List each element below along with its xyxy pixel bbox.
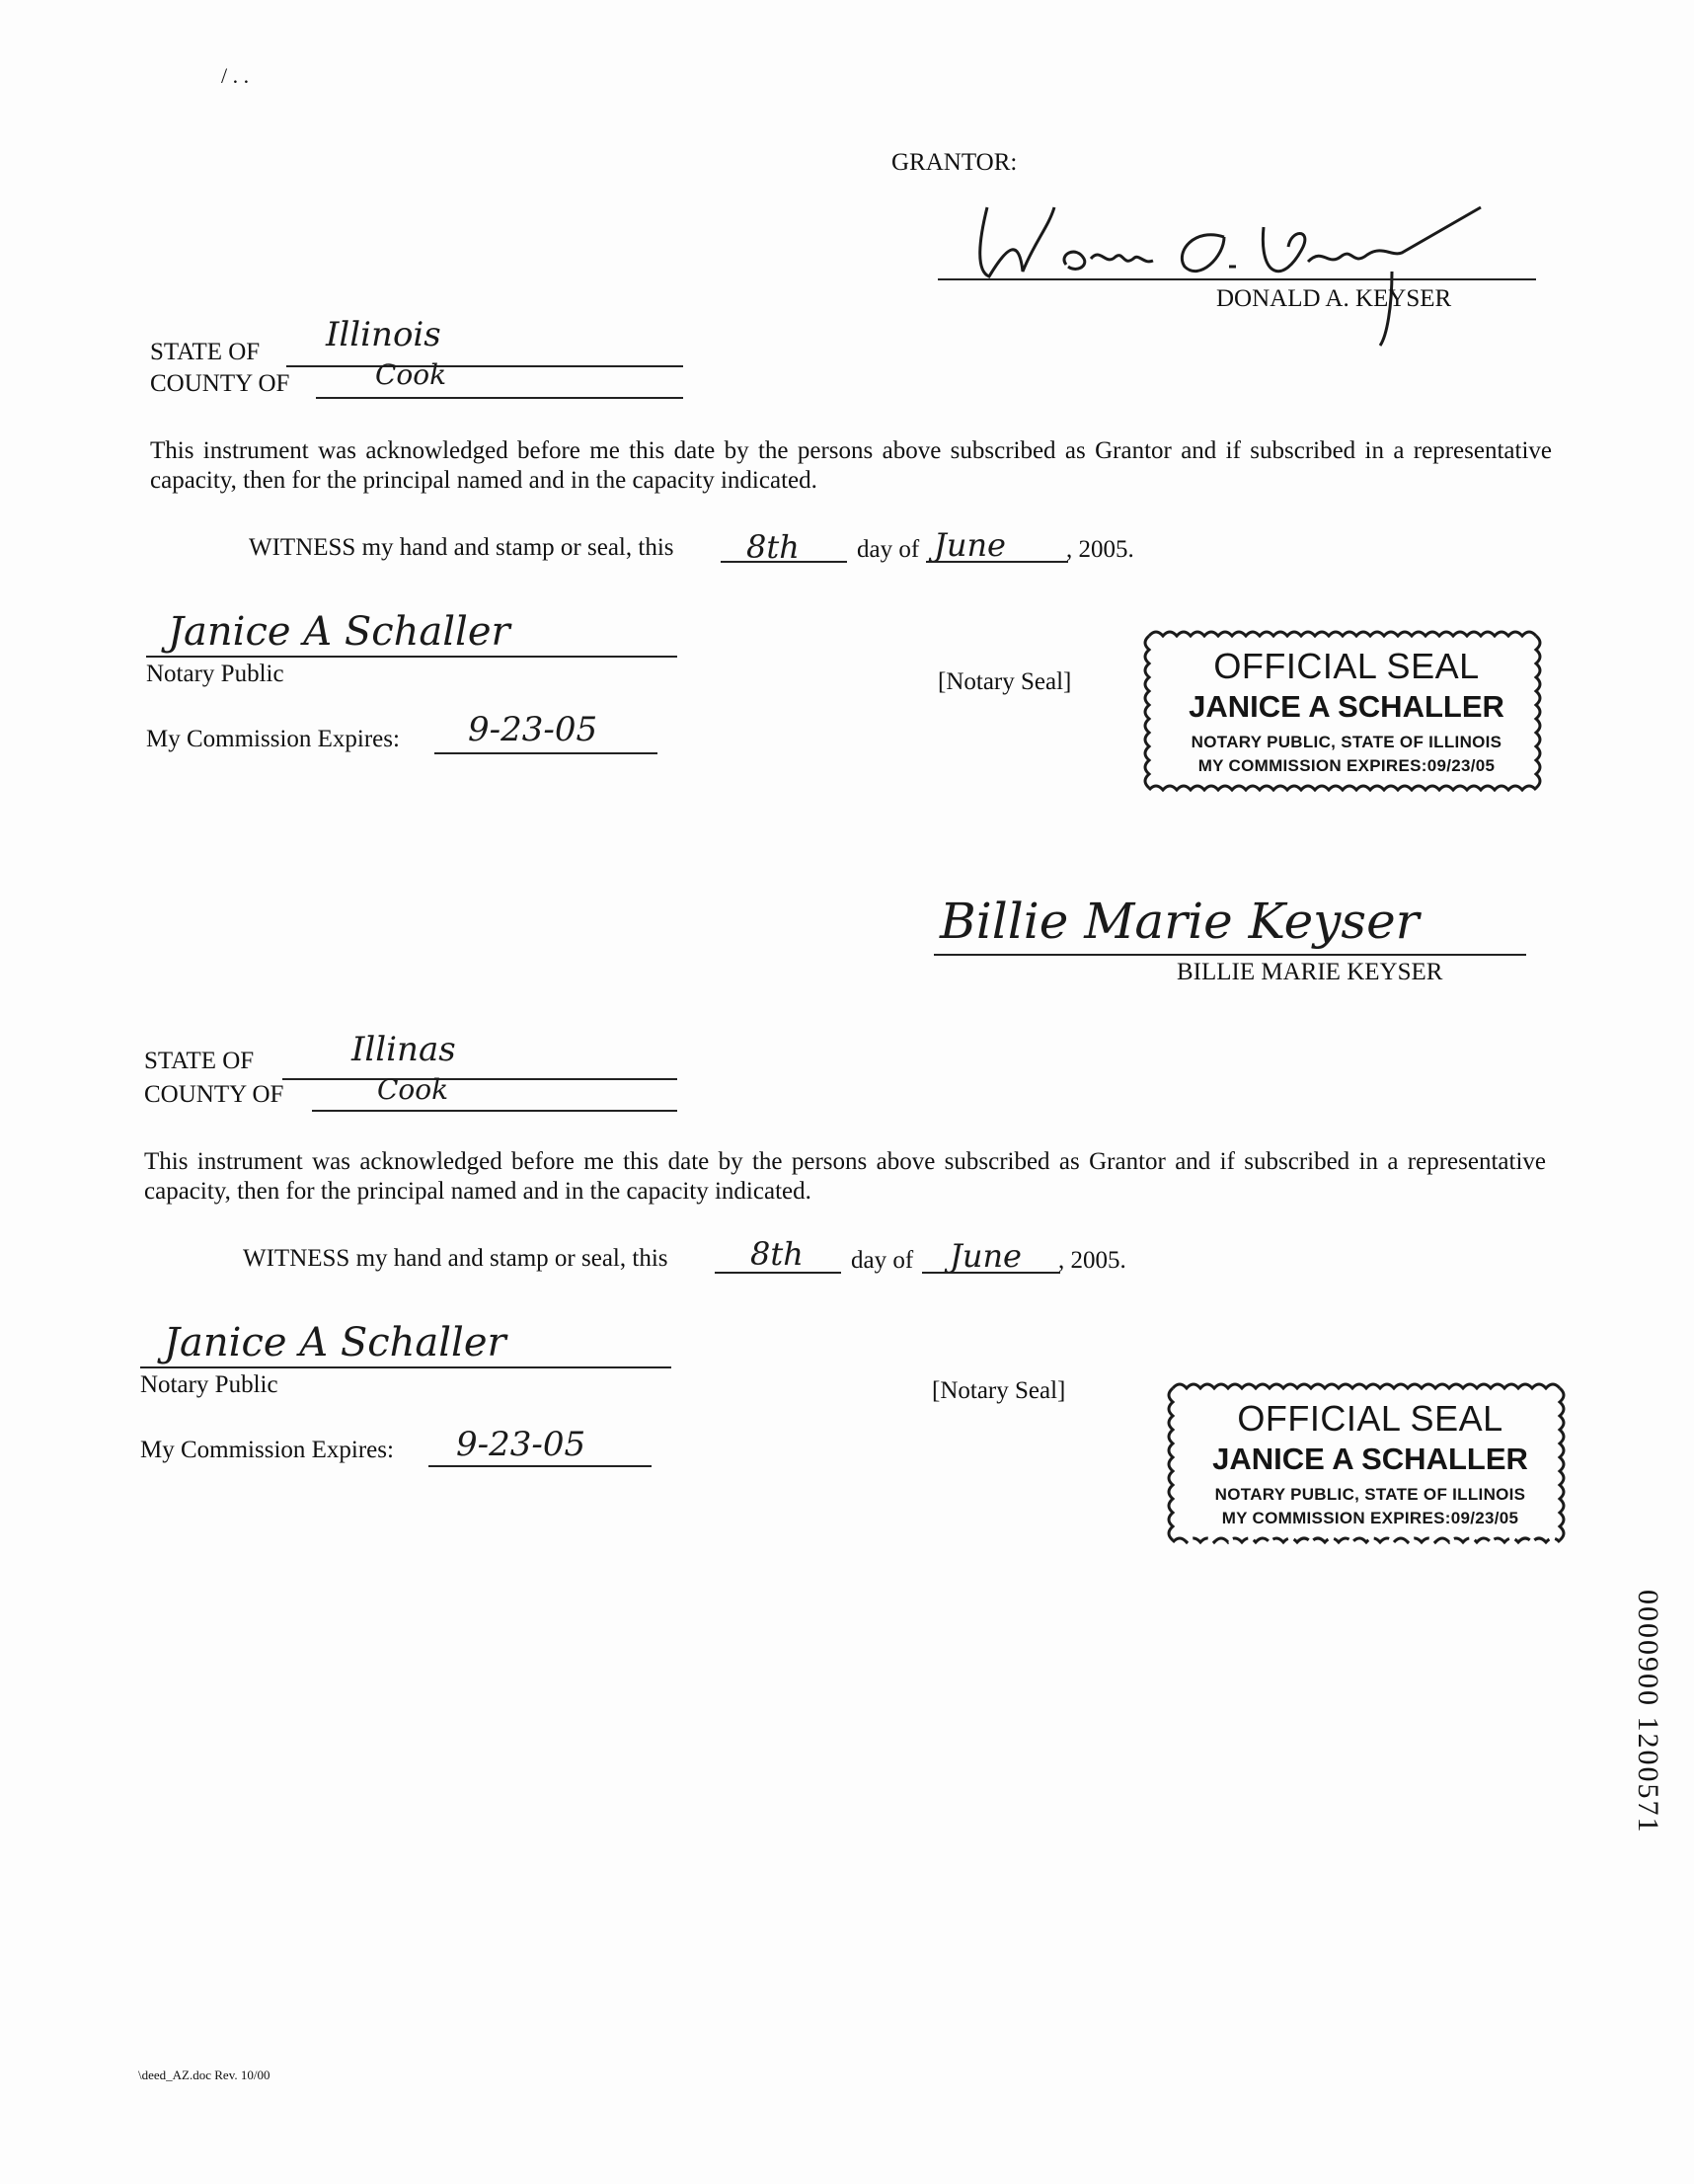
witness-mid-1: day of bbox=[857, 536, 920, 563]
witness-year-1: , 2005. bbox=[1066, 536, 1134, 563]
notary-seal-label-2: [Notary Seal] bbox=[932, 1377, 1066, 1404]
acknowledgment-2: This instrument was acknowledged before me this date by the persons above subscribed as Grantor and if subscribed in a representative capacity, then for the principal named and in the capacity indicated. bbox=[144, 1148, 1546, 1205]
seal-line3-1: NOTARY PUBLIC, STATE OF ILLINOIS bbox=[1191, 733, 1502, 751]
seal-line1-1: OFFICIAL SEAL bbox=[1213, 646, 1480, 686]
seal-line2-1: JANICE A SCHALLER bbox=[1189, 689, 1504, 724]
commission-label-2: My Commission Expires: bbox=[140, 1437, 394, 1463]
witness-month-1: June bbox=[934, 526, 1006, 564]
grantor-label: GRANTOR: bbox=[891, 149, 1018, 176]
county-line-2 bbox=[312, 1110, 677, 1112]
billie-signature: Billie Marie Keyser bbox=[940, 893, 1420, 950]
acknowledgment-1: This instrument was acknowledged before me this date by the persons above subscribed as Grantor and if subscribed in a representative capacity, then for the principal named and in the capacity indicated. bbox=[150, 437, 1552, 494]
state-line-2 bbox=[282, 1078, 677, 1080]
footer-file-ref: \deed_AZ.doc Rev. 10/00 bbox=[138, 2067, 270, 2082]
witness-mid-2: day of bbox=[851, 1247, 914, 1274]
witness-day-2: 8th bbox=[750, 1235, 804, 1273]
official-seal-stamp-1 bbox=[1137, 624, 1556, 802]
notary-seal-label-1: [Notary Seal] bbox=[938, 668, 1072, 695]
witness-month-line-1 bbox=[926, 561, 1068, 563]
witness-year-2: , 2005. bbox=[1058, 1247, 1126, 1274]
state-value-1: Illinois bbox=[326, 315, 441, 354]
state-label-2: STATE OF bbox=[144, 1048, 255, 1074]
seal-line2-2: JANICE A SCHALLER bbox=[1212, 1442, 1528, 1476]
witness-prefix-2: WITNESS my hand and stamp or seal, this bbox=[243, 1245, 668, 1272]
witness-prefix-1: WITNESS my hand and stamp or seal, this bbox=[249, 534, 674, 561]
notary-signature-2: Janice A Schaller bbox=[164, 1320, 506, 1365]
seal-line4-2: MY COMMISSION EXPIRES:09/23/05 bbox=[1221, 1509, 1519, 1527]
donald-name: DONALD A. KEYSER bbox=[1216, 285, 1452, 312]
commission-line-2 bbox=[428, 1465, 652, 1467]
witness-month-2: June bbox=[950, 1237, 1022, 1275]
seal-line4-1: MY COMMISSION EXPIRES:09/23/05 bbox=[1197, 756, 1496, 775]
official-seal-stamp-2 bbox=[1161, 1376, 1579, 1554]
document-number: 0000900 1200571 bbox=[1632, 1590, 1664, 1834]
commission-label-1: My Commission Expires: bbox=[146, 726, 400, 752]
county-line-1 bbox=[316, 397, 683, 399]
state-line-1 bbox=[286, 365, 683, 367]
seal-line3-2: NOTARY PUBLIC, STATE OF ILLINOIS bbox=[1214, 1485, 1526, 1504]
county-label-2: COUNTY OF bbox=[144, 1081, 284, 1108]
donald-signature bbox=[928, 168, 1540, 365]
county-value-1: Cook bbox=[375, 358, 447, 391]
witness-month-line-2 bbox=[922, 1272, 1060, 1274]
notary-label-2: Notary Public bbox=[140, 1371, 278, 1398]
notary-label-1: Notary Public bbox=[146, 661, 284, 687]
billie-signature-line bbox=[934, 954, 1526, 956]
notary-line-2 bbox=[140, 1366, 671, 1368]
state-label-1: STATE OF bbox=[150, 339, 261, 365]
county-value-2: Cook bbox=[377, 1073, 449, 1106]
witness-day-1: 8th bbox=[746, 528, 800, 566]
notary-line-1 bbox=[146, 656, 677, 658]
commission-line-1 bbox=[434, 752, 657, 754]
commission-value-2: 9-23-05 bbox=[456, 1425, 586, 1464]
witness-day-line-1 bbox=[721, 561, 847, 563]
county-label-1: COUNTY OF bbox=[150, 370, 290, 397]
scan-marks: / . . bbox=[221, 63, 250, 88]
donald-signature-line bbox=[938, 278, 1536, 280]
commission-value-1: 9-23-05 bbox=[468, 710, 598, 749]
seal-line1-2: OFFICIAL SEAL bbox=[1237, 1398, 1503, 1439]
billie-name: BILLIE MARIE KEYSER bbox=[1177, 959, 1443, 985]
witness-day-line-2 bbox=[715, 1272, 841, 1274]
state-value-2: Illinas bbox=[351, 1030, 456, 1069]
notary-signature-1: Janice A Schaller bbox=[168, 609, 510, 655]
